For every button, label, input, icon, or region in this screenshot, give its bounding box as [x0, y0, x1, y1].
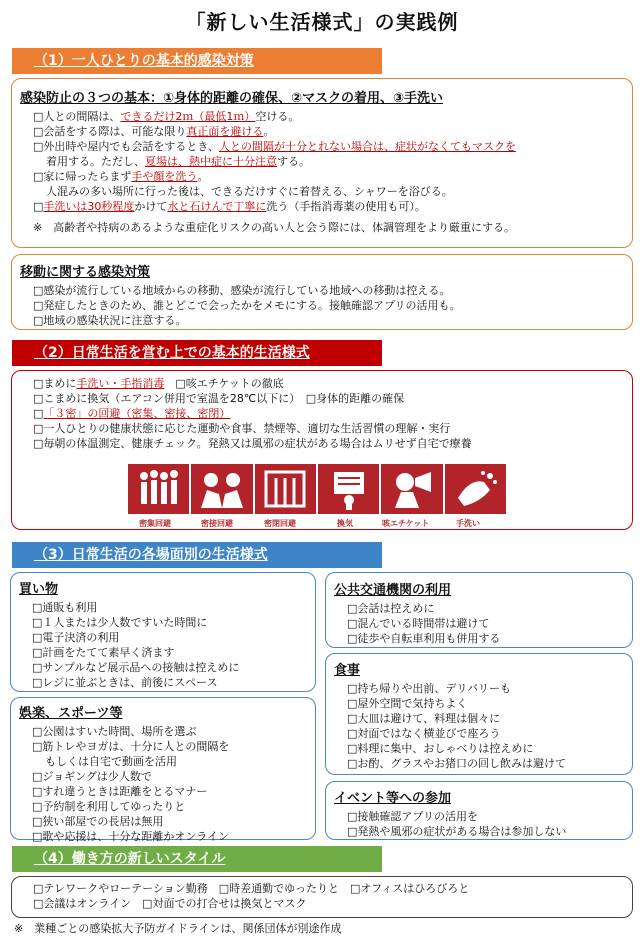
movement-measures-title: 移動に関する感染対策 — [20, 265, 151, 280]
leisure-sports-title: 娯楽、スポーツ等 — [19, 706, 123, 721]
list-item: □毎朝の体温測定、健康チェック。発熱又は風邪の症状がある場合はムリせず自宅で療養 — [33, 437, 472, 450]
public-transit-title: 公共交通機関の利用 — [334, 583, 452, 598]
icon-label: 手洗い — [456, 519, 480, 528]
list-item: □「３密」の回避（密集、密接、密閉） — [33, 407, 231, 420]
list-item: □筋トレやヨガは、十分に人との間隔を — [32, 740, 230, 753]
list-item: □公園はすいた時間、場所を選ぶ — [32, 725, 197, 738]
list-item: □狭い部屋での長居は無用 — [32, 815, 164, 828]
leisure-sports-box — [10, 697, 316, 843]
crowd-avoid-icon — [128, 464, 189, 514]
list-item: □会話をする際は、可能な限り真正面を避ける。 — [33, 125, 275, 138]
section-4-header: （4）働き方の新しいスタイル — [12, 846, 382, 872]
events-title: イベント等への参加 — [334, 791, 452, 806]
list-item: □発熱や風邪の症状がある場合は参加しない — [347, 825, 567, 838]
list-item: □家に帰ったらまず手や顔を洗う。 — [33, 170, 209, 183]
list-item: □サンプルなど展示品への接触は控えめに — [32, 661, 240, 674]
close-contact-avoid-icon — [191, 464, 252, 514]
events-box — [325, 781, 633, 840]
list-item: □テレワークやローテーション勤務 □時差通勤でゆったりと □オフィスはひろびろと — [33, 882, 470, 895]
list-item: □混んでいる時間帯は避けて — [347, 617, 490, 630]
list-item: □歌や応援は、十分な距離かオンライン — [32, 830, 230, 843]
list-item: □大皿は避けて、料理は個々に — [347, 712, 501, 725]
closed-space-avoid-icon — [255, 464, 316, 514]
list-item: 着用する。ただし、夏場は、熱中症に十分注意する。 — [46, 155, 310, 168]
cough-etiquette-icon — [381, 464, 442, 514]
icon-label: 換気 — [337, 519, 353, 528]
icon-label: 密接回避 — [201, 519, 233, 528]
list-item: □徒歩や自転車利用も併用する — [347, 632, 501, 645]
footer-note: ※ 業種ごとの感染拡大予防ガイドラインは、関係団体が別途作成 — [14, 922, 342, 935]
list-item: □地域の感染状況に注意する。 — [33, 314, 187, 327]
list-item: □一人ひとりの健康状態に応じた運動や食事、禁煙等、適切な生活習慣の理解・実行 — [33, 422, 451, 435]
list-item: □持ち帰りや出前、デリバリーも — [347, 682, 512, 695]
list-item: □ジョギングは少人数で — [32, 770, 152, 783]
ventilation-icon — [318, 464, 379, 514]
page-title: 「新しい生活様式」の実践例 — [185, 10, 459, 34]
list-item: □計画をたてて素早く済ます — [32, 646, 175, 659]
list-item: □通販も利用 — [32, 601, 98, 614]
basic-measures-box — [11, 78, 633, 248]
section-1-header: （1）一人ひとりの基本的感染対策 — [12, 48, 382, 74]
list-item: □外出時や屋内でも会話をするとき、人との間隔が十分とれない場合は、症状がなくてもマスクを — [33, 140, 516, 153]
list-item: □接触確認アプリの活用を — [347, 810, 478, 823]
list-item: □レジに並ぶときは、前後にスペース — [32, 676, 218, 689]
list-item: □感染が流行している地域からの移動、感染が流行している地域への移動は控える。 — [33, 284, 451, 297]
list-item: □お酌、グラスやお猪口の回し飲みは避けて — [347, 757, 567, 770]
list-item: □料理に集中、おしゃべりは控えめに — [347, 742, 534, 755]
section-3-header: （3）日常生活の各場面別の生活様式 — [12, 542, 382, 568]
note: ※ 高齢者や持病のあるような重症化リスクの高い人と会う際には、体調管理をより厳重にする。 — [33, 221, 515, 234]
handwash-icon — [445, 464, 506, 514]
list-item: □対面ではなく横並びで座ろう — [347, 727, 501, 740]
list-item: □会議はオンライン □対面での打合せは換気とマスク — [33, 897, 307, 910]
list-item: □発症したときのため、誰とどこで会ったかをメモにする。接触確認アプリの活用も。 — [33, 299, 461, 312]
basic-measures-title: 感染防止の３つの基本：①身体的距離の確保、②マスクの着用、③手洗い — [20, 91, 444, 106]
list-item: □会話は控えめに — [347, 602, 435, 615]
list-item: □１人または少人数ですいた時間に — [32, 616, 208, 629]
list-item: □こまめに換気（エアコン併用で室温を28℃以下に） □身体的距離の確保 — [33, 392, 405, 405]
public-transit-box — [325, 572, 633, 648]
icon-label: 密集回避 — [139, 519, 171, 528]
section-2-header: （2）日常生活を営む上での基本的生活様式 — [12, 340, 382, 366]
shopping-box — [10, 572, 316, 692]
list-item: □人との間隔は、できるだけ2ｍ（最低1ｍ）空ける。 — [33, 110, 300, 123]
list-item: 人混みの多い場所に行った後は、できるだけすぐに着替える、シャワーを浴びる。 — [46, 185, 453, 198]
movement-measures-box — [11, 254, 633, 330]
work-style-box — [11, 876, 633, 918]
list-item: □まめに手洗い・手指消毒 □咳エチケットの徹底 — [33, 377, 284, 390]
list-item: □予約制を利用してゆったりと — [32, 800, 186, 813]
list-item: もしくは自宅で動画を活用 — [45, 755, 177, 768]
list-item: □すれ違うときは距離をとるマナー — [32, 785, 208, 798]
list-item: □手洗いは30秒程度かけて水と石けんで丁寧に洗う（手指消毒薬の使用も可）。 — [33, 200, 426, 213]
list-item: □屋外空間で気持ちよく — [347, 697, 468, 710]
icon-label: 密閉回避 — [264, 519, 296, 528]
dining-box — [325, 653, 633, 775]
list-item: □電子決済の利用 — [32, 631, 120, 644]
icon-label: 咳エチケット — [382, 519, 430, 528]
dining-title: 食事 — [334, 663, 361, 678]
pictogram-bar — [128, 464, 506, 514]
shopping-title: 買い物 — [19, 582, 59, 597]
